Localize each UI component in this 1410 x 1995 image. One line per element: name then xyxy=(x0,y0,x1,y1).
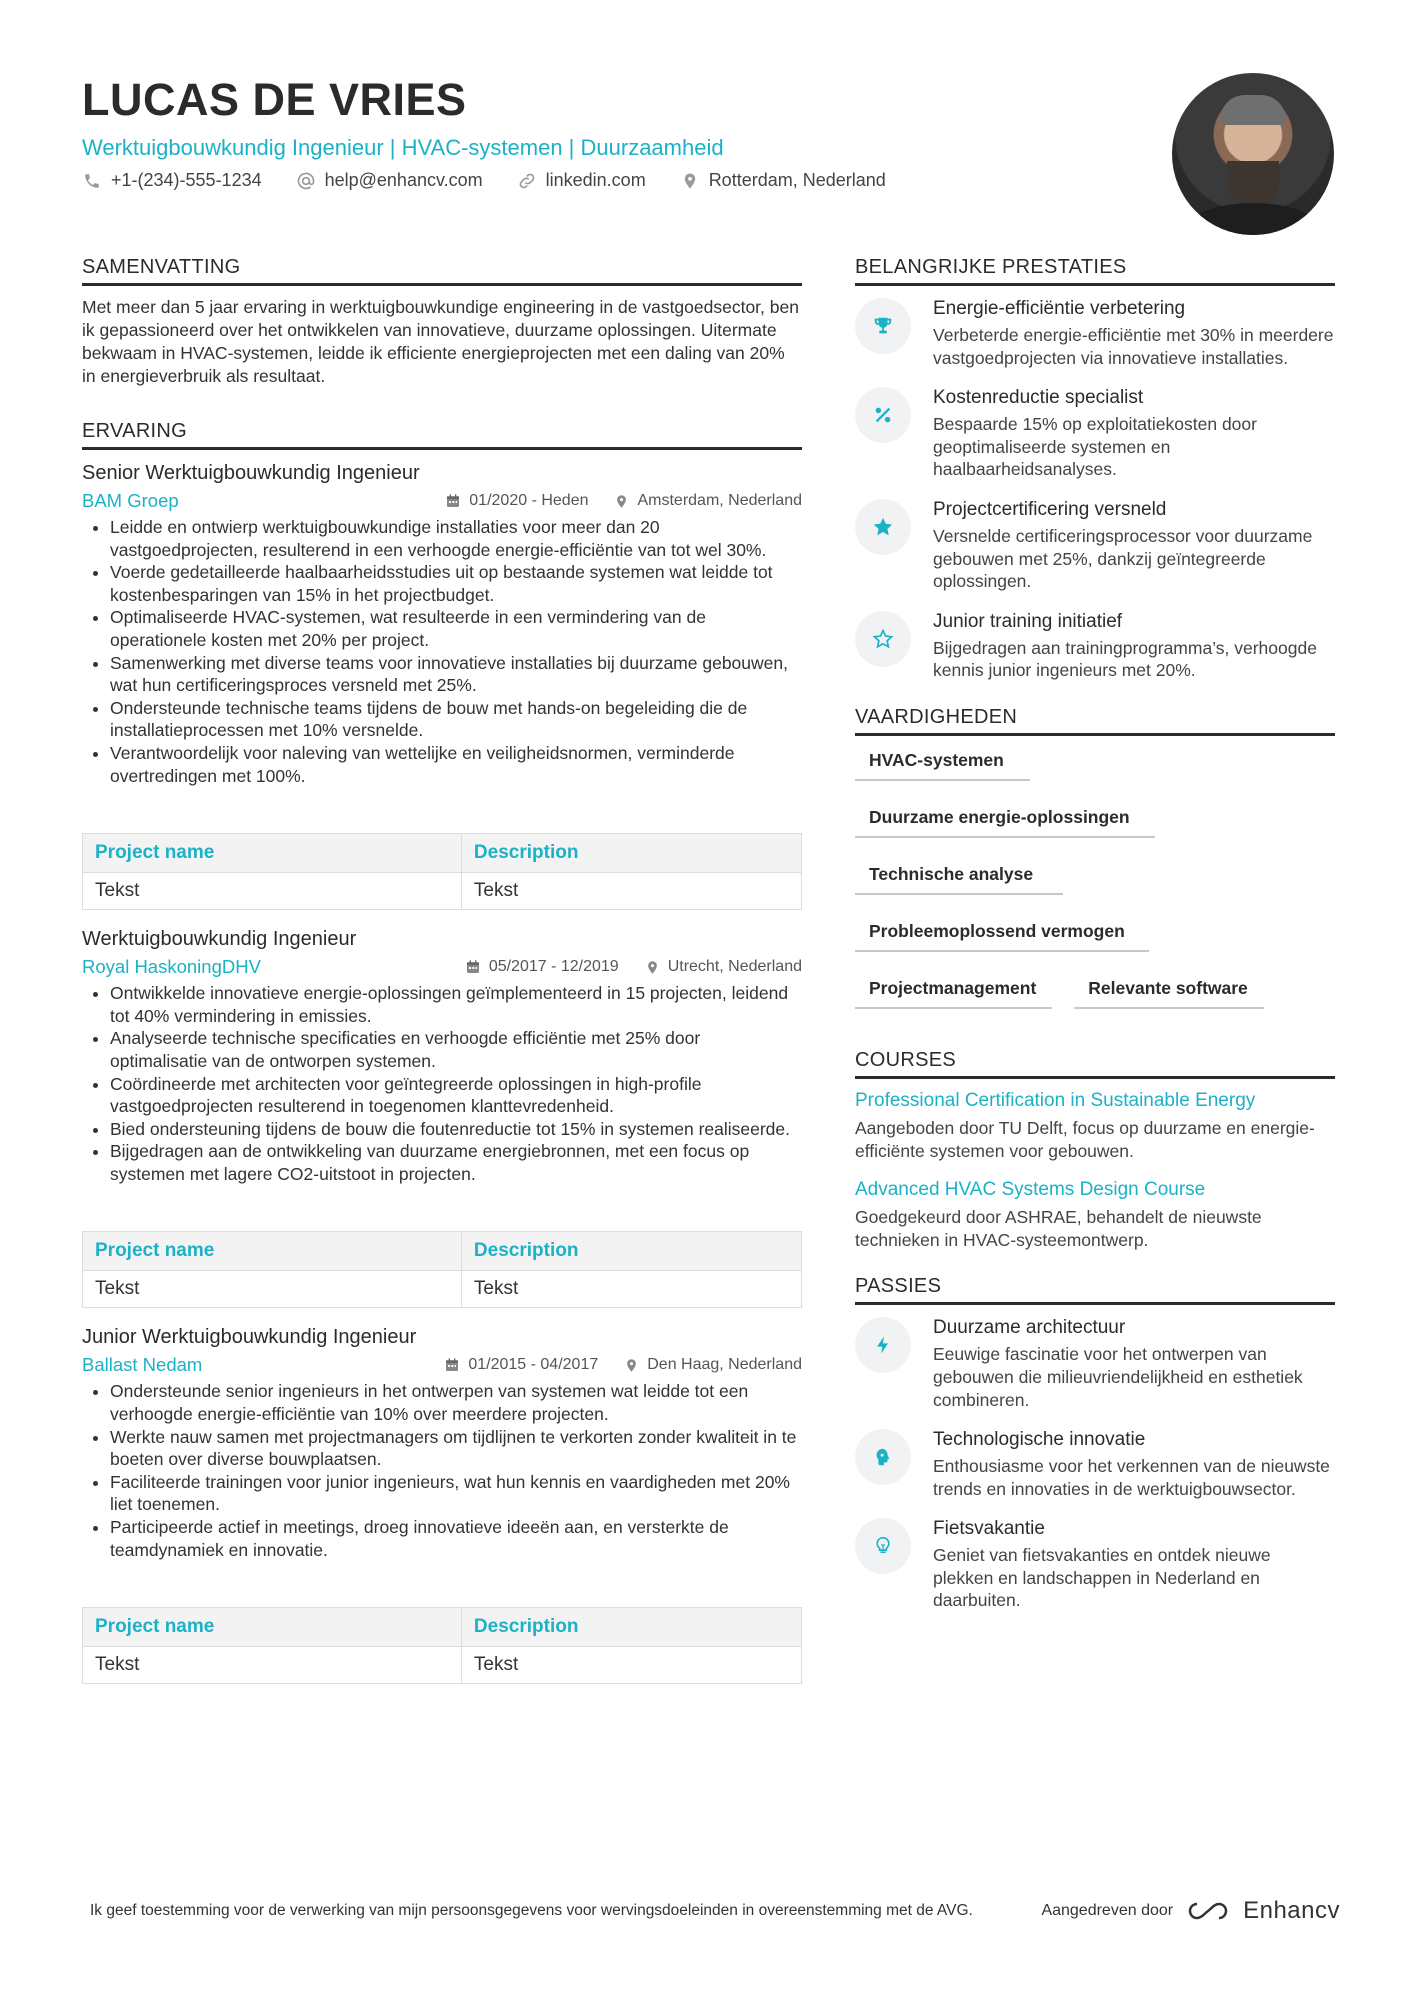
achievement-desc: Bespaarde 15% op exploitatiekosten door geoptimaliseerde systemen en haalbaarheidsanalyses. xyxy=(933,414,1257,480)
phone-icon xyxy=(82,171,102,191)
brain-icon xyxy=(855,1429,911,1485)
resume-header xyxy=(82,72,1132,191)
powered-by-label: Aangedreven door xyxy=(1041,1902,1174,1919)
list-item: • Participeerde actief in meetings, droeg innovatieve ideeën aan, en versterkte de teamdynamiek en innovatie. xyxy=(110,1516,802,1561)
job-dates: 05/2017 - 12/2019 xyxy=(465,958,619,976)
job-location: Amsterdam, Nederland xyxy=(614,492,802,510)
job-meta xyxy=(82,1354,802,1376)
table-cell: Tekst xyxy=(83,873,462,910)
bolt-icon xyxy=(855,1317,911,1373)
candidate-subtitle: Werktuigbouwkundig Ingenieur | HVAC-systemen | Duurzaamheid xyxy=(82,135,724,160)
location-icon xyxy=(680,171,700,191)
percent-icon xyxy=(855,387,911,443)
project-table xyxy=(82,1607,802,1684)
job-entry-3 xyxy=(82,1324,802,1684)
course-item xyxy=(855,1089,1335,1162)
calendar-icon xyxy=(465,959,481,975)
list-item: • Coördineerde met architecten voor geïntegreerde oplossingen in high-profile vastgoedprojecten resulterend in toegenomen klanttevredenheid. xyxy=(110,1073,802,1118)
table-row xyxy=(83,1271,802,1308)
passion-title: Fietsvakantie xyxy=(933,1518,1045,1540)
candidate-name: LUCAS DE VRIES xyxy=(82,74,467,125)
table-header: Project name xyxy=(83,834,462,873)
location-icon xyxy=(645,959,660,976)
project-table xyxy=(82,1231,802,1308)
table-header-row xyxy=(83,1232,802,1271)
passion-title: Technologische innovatie xyxy=(933,1429,1146,1451)
achievement-title: Junior training initiatief xyxy=(933,610,1123,632)
achievement-title: Projectcertificering versneld xyxy=(933,498,1167,520)
table-cell: Tekst xyxy=(461,1271,801,1308)
job-bullets xyxy=(82,516,802,787)
table-header: Description xyxy=(461,834,801,873)
skill-tag: Probleemoplossend vermogen xyxy=(855,917,1149,952)
skills-heading: VAARDIGHEDEN xyxy=(855,706,1335,736)
course-title: Professional Certification in Sustainable Energy xyxy=(855,1089,1256,1111)
list-item: • Ondersteunde senior ingenieurs in het ontwerpen van systemen wat leidde tot een verhoogde energie-efficiëntie van 10% over meerdere projecten. xyxy=(110,1380,802,1425)
passion-item xyxy=(855,1315,1335,1411)
achievement-desc: Verbeterde energie-efficiëntie met 30% in meerdere vastgoedprojecten via innovatieve installaties. xyxy=(933,325,1334,368)
achievement-item xyxy=(855,497,1335,593)
contact-linkedin-text: linkedin.com xyxy=(545,170,646,190)
job-meta xyxy=(82,490,802,512)
passion-desc: Geniet van fietsvakanties en ontdek nieuwe plekken en landschappen in Nederland en daarbuiten. xyxy=(933,1545,1271,1611)
list-item: • Samenwerking met diverse teams voor innovatieve installaties bij duurzame gebouwen, wat hun certificeringsproces versneld met 25%. xyxy=(110,652,802,697)
table-cell: Tekst xyxy=(461,873,801,910)
achievement-desc: Versnelde certificeringsprocessor voor duurzame gebouwen met 25%, dankzij geïntegreerde oplossingen. xyxy=(933,525,1313,592)
table-header: Description xyxy=(461,1232,801,1271)
job-entry-2 xyxy=(82,926,802,1308)
contact-list xyxy=(82,170,1132,191)
list-item: • Ondersteunde technische teams tijdens de bouw met hands-on begeleiding die de installatieprocessen met 10% versnelde. xyxy=(110,697,802,742)
star-outline-icon xyxy=(855,611,911,667)
skill-tag: HVAC-systemen xyxy=(855,746,1030,781)
achievement-title: Kostenreductie specialist xyxy=(933,387,1144,409)
job-title: Werktuigbouwkundig Ingenieur xyxy=(82,928,357,951)
company-name: Ballast Nedam xyxy=(82,1354,203,1376)
course-desc: Goedgekeurd door ASHRAE, behandelt de nieuwste technieken in HVAC-systeemontwerp. xyxy=(855,1207,1262,1250)
courses-heading: COURSES xyxy=(855,1049,1335,1079)
consent-text: Ik geef toestemming voor de verwerking van mijn persoonsgegevens voor wervingsdoeleinden in overeenstemming met de AVG. xyxy=(90,1902,973,1919)
job-location: Utrecht, Nederland xyxy=(645,958,802,976)
footer xyxy=(90,1897,1340,1925)
job-title: Junior Werktuigbouwkundig Ingenieur xyxy=(82,1326,417,1349)
achievement-desc: Bijgedragen aan trainingprogramma’s, verhoogde kennis junior ingenieurs met 20%. xyxy=(933,637,1317,681)
contact-phone xyxy=(82,170,262,191)
list-item: • Leidde en ontwierp werktuigbouwkundige installaties voor meer dan 20 vastgoedprojecten, resulterend in een verhoogde energie-efficiëntie van tot wel 30%. xyxy=(110,516,802,561)
job-dates: 01/2015 - 04/2017 xyxy=(444,1356,598,1374)
job-location: Den Haag, Nederland xyxy=(624,1356,802,1374)
brand-name: Enhancv xyxy=(1243,1897,1340,1924)
course-title: Advanced HVAC Systems Design Course xyxy=(855,1179,1206,1201)
star-icon xyxy=(855,499,911,555)
passions-heading: PASSIES xyxy=(855,1275,1335,1305)
skill-tag: Projectmanagement xyxy=(855,974,1052,1009)
table-header-row xyxy=(83,1608,802,1647)
list-item: • Ontwikkelde innovatieve energie-oplossingen geïmplementeerd in 15 projecten, leidend tot 40% vermindering in emissies. xyxy=(110,982,802,1027)
right-column xyxy=(855,256,1335,1628)
profile-photo xyxy=(1172,73,1334,235)
list-item: • Analyseerde technische specificaties en verhoogde efficiëntie met 25% door optimalisatie van de ontworpen systemen. xyxy=(110,1027,802,1072)
enhancv-logo-icon xyxy=(1185,1900,1231,1922)
company-name: BAM Groep xyxy=(82,490,179,511)
skill-tag: Relevante software xyxy=(1074,974,1264,1009)
table-header: Project name xyxy=(83,1608,462,1647)
skills-list xyxy=(855,746,1335,1009)
company-name: Royal HaskoningDHV xyxy=(82,956,261,978)
list-item: • Voerde gedetailleerde haalbaarheidsstudies uit op bestaande systemen wat leidde tot kostenbesparingen van 15% in het projectbudget. xyxy=(110,561,802,606)
achievement-item xyxy=(855,296,1335,369)
achievement-item xyxy=(855,609,1335,682)
list-item: • Faciliteerde trainingen voor junior ingenieurs, wat hun kennis en vaardigheden met 20% liet toenemen. xyxy=(110,1471,802,1516)
job-title: Senior Werktuigbouwkundig Ingenieur xyxy=(82,462,420,484)
calendar-icon xyxy=(445,493,461,509)
contact-email-text: help@enhancv.com xyxy=(324,170,483,190)
job-bullets xyxy=(82,1380,802,1561)
table-cell: Tekst xyxy=(461,1647,801,1684)
at-icon xyxy=(296,171,316,191)
trophy-icon xyxy=(855,298,911,354)
list-item: • Optimaliseerde HVAC-systemen, wat resulteerde in een vermindering van de operationele kosten met 20% per project. xyxy=(110,606,802,651)
list-item: • Verantwoordelijk voor naleving van wettelijke en veiligheidsnormen, verminderde overtredingen met 100%. xyxy=(110,742,802,787)
list-item: • Werkte nauw samen met projectmanagers om tijdlijnen te verkorten zonder kwaliteit in te boeten over diverse bouwplaatsen. xyxy=(110,1426,802,1471)
course-item xyxy=(855,1178,1335,1251)
table-row xyxy=(83,1647,802,1684)
passion-item xyxy=(855,1427,1335,1500)
summary-text: Met meer dan 5 jaar ervaring in werktuigbouwkundige engineering in de vastgoedsector, ben ik gepassioneerd over het ontwikkelen van innovatieve, duurzame oplossingen. Uitermate bekwaam in HVAC-systemen, leidde ik efficiente energieprojecten met een daling van 20% in energieverbruik als resultaat. xyxy=(82,297,799,386)
contact-phone-text: +1-(234)-555-1234 xyxy=(111,170,262,190)
passion-desc: Eeuwige fascinatie voor het ontwerpen van gebouwen die milieuvriendelijkheid en esthetiek combineren. xyxy=(933,1344,1303,1410)
job-entry-1 xyxy=(82,460,802,910)
list-item: • Bied ondersteuning tijdens de bouw die foutenreductie tot 15% in systemen realiseerde. xyxy=(110,1118,802,1141)
experience-heading: ERVARING xyxy=(82,420,802,450)
achievements-heading: BELANGRIJKE PRESTATIES xyxy=(855,256,1335,286)
location-icon xyxy=(624,1357,639,1374)
job-meta xyxy=(82,956,802,978)
list-item: • Bijgedragen aan de ontwikkeling van duurzame energiebronnen, met een focus op systemen met lagere CO2-uitstoot in projecten. xyxy=(110,1140,802,1185)
passion-item xyxy=(855,1516,1335,1612)
table-cell: Tekst xyxy=(83,1271,462,1308)
contact-location xyxy=(680,170,886,191)
achievement-title: Energie-efficiëntie verbetering xyxy=(933,298,1186,319)
course-desc: Aangeboden door TU Delft, focus op duurzame en energie-efficiënte systemen voor gebouwen. xyxy=(855,1117,1315,1161)
skill-tag: Technische analyse xyxy=(855,860,1063,895)
location-icon xyxy=(614,493,629,510)
passion-desc: Enthousiasme voor het verkennen van de nieuwste trends en innovaties in de werktuigbouwsector. xyxy=(933,1456,1330,1499)
table-header-row xyxy=(83,834,802,873)
contact-location-text: Rotterdam, Nederland xyxy=(708,170,886,190)
achievement-item xyxy=(855,385,1335,481)
project-table xyxy=(82,833,802,910)
table-row xyxy=(83,873,802,910)
passion-title: Duurzame architectuur xyxy=(933,1317,1126,1339)
table-header: Description xyxy=(461,1608,801,1647)
table-header: Project name xyxy=(83,1232,462,1271)
link-icon xyxy=(517,171,537,191)
lightbulb-icon xyxy=(855,1518,911,1574)
contact-linkedin[interactable] xyxy=(517,170,646,191)
summary-heading: SAMENVATTING xyxy=(82,256,802,286)
table-cell: Tekst xyxy=(83,1647,462,1684)
job-dates: 01/2020 - Heden xyxy=(445,492,588,510)
skill-tag: Duurzame energie-oplossingen xyxy=(855,803,1155,838)
job-bullets xyxy=(82,982,802,1185)
left-column xyxy=(82,256,802,1684)
calendar-icon xyxy=(444,1357,460,1373)
contact-email[interactable] xyxy=(296,170,483,191)
powered-by[interactable] xyxy=(1041,1897,1340,1925)
